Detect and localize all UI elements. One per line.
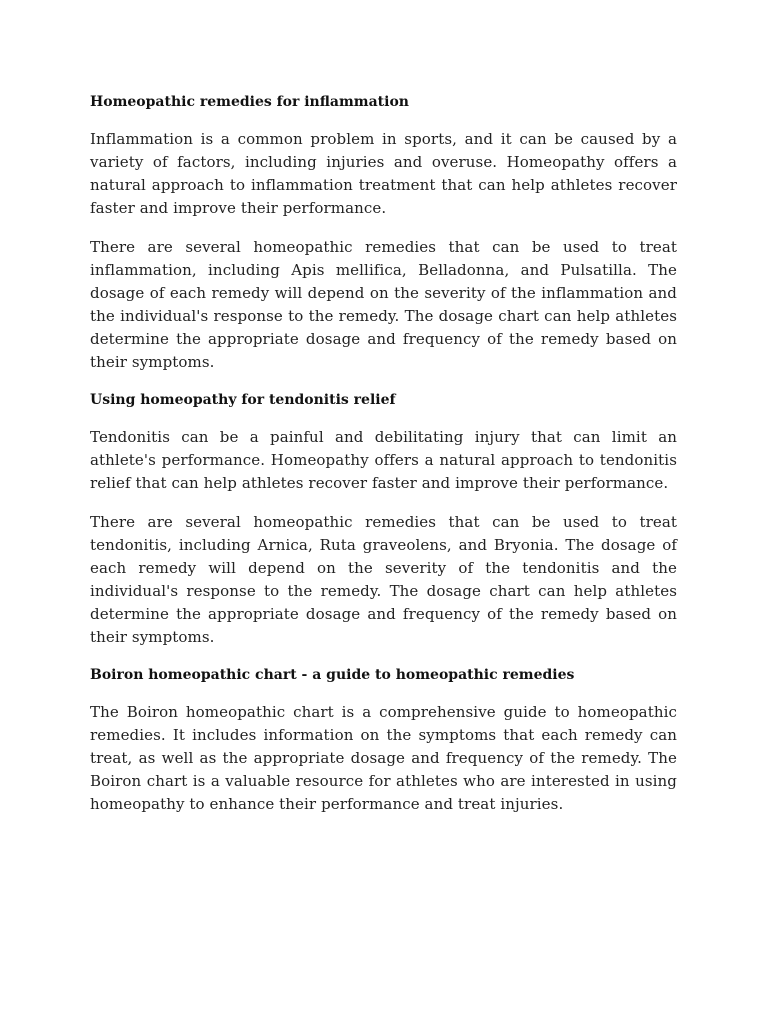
section-heading: Boiron homeopathic chart - a guide to homeopathic remedies	[90, 667, 575, 683]
paragraph: There are several homeopathic remedies that can be used to treat inflammation, including Apis mellifica, Belladonna, and Pulsatilla. The dosage of each remedy will depend on the severity of the inflammation and the individual's response to the remedy. The dosage chart can help athletes determine the appropriate dosage and frequency of the remedy based on their symptoms.	[90, 238, 677, 371]
document-page	[90, 92, 677, 832]
paragraph: Inflammation is a common problem in sports, and it can be caused by a variety of factors, including injuries and overuse. Homeopathy offers a natural approach to inflammation treatment that can help athletes recover faster and improve their performance.	[90, 130, 677, 217]
paragraph: Tendonitis can be a painful and debilitating injury that can limit an athlete's performance. Homeopathy offers a natural approach to tendonitis relief that can help athletes recover faster and improve their performance.	[90, 428, 677, 492]
section-tendonitis	[90, 390, 677, 649]
paragraph: There are several homeopathic remedies that can be used to treat tendonitis, including Arnica, Ruta graveolens, and Bryonia. The dosage of each remedy will depend on the severity of the tendonitis and the individual's response to the remedy. The dosage chart can help athletes determine the appropriate dosage and frequency of the remedy based on their symptoms.	[90, 513, 677, 646]
section-heading: Homeopathic remedies for inflammation	[90, 94, 409, 110]
section-inflammation	[90, 92, 677, 374]
paragraph: The Boiron homeopathic chart is a comprehensive guide to homeopathic remedies. It includes information on the symptoms that each remedy can treat, as well as the appropriate dosage and frequency of the remedy. The Boiron chart is a valuable resource for athletes who are interested in using homeopathy to enhance their performance and treat injuries.	[90, 703, 677, 813]
section-boiron-chart	[90, 665, 677, 816]
section-heading: Using homeopathy for tendonitis relief	[90, 392, 396, 408]
